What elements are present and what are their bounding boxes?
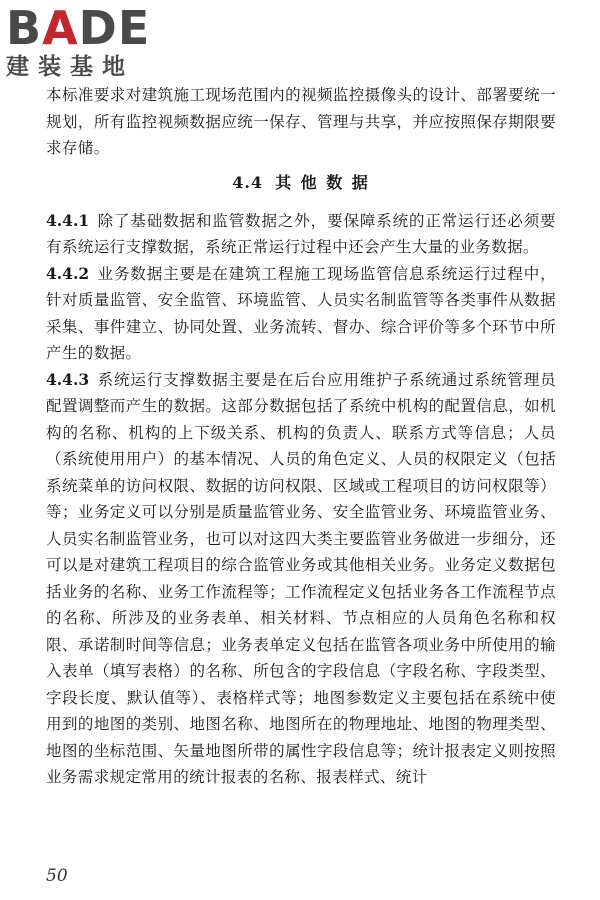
watermark-brand-accent: A [42,4,79,50]
clause-4-4-3 [46,367,556,791]
intro-paragraph: 本标准要求对建筑施工现场范围内的视频监控摄像头的设计、部署要统一规划，所有监控视频数据应统一保存、管理与共享，并应按照保存期限要求存储。 [46,86,556,157]
clause-4-4-1 [46,208,556,261]
section-title-text: 其 他 数 据 [275,172,370,192]
bade-watermark-logo [6,4,181,82]
document-body [46,82,556,791]
clause-text: 系统运行支撑数据主要是在后台应用维护子系统通过系统管理员配置调整而产生的数据。这部分数据包括了系统中机构的配置信息，如机构的名称、机构的上下级关系、机构的负责人、联系方式等信息；人员（系统使用用户）的基本情况、人员的角色定义、人员的权限定义（包括系统菜单的访问权限、数据的访问权限、区域或工程项目的访问权限等）等；业务定义可以分别是质量监管业务、安全监管业务、环境监管业务、人员实名制监管业务，也可以对这四大类主要监管业务做进一步细分，还可以是对建筑工程项目的综合监管业务或其他相关业务。业务定义数据包括业务的名称、业务工作流程等；工作流程定义包括业务各工作流程节点的名称、所涉及的业务表单、相关材料、节点相应的人员角色名称和权限、承诺制时间等信息；业务表单定义包括在监管各项业务中所使用的输入表单（填写表格）的名称、所包含的字段信息（字段名称、字段类型、字段长度、默认值等）、表格样式等；地图参数定义主要包括在系统中使用到的地图的类别、地图名称、地图所在的物理地址、地图的物理类型、地图的坐标范围、矢量地图所带的属性字段信息等；统计报表定义则按照业务需求规定常用的统计报表的名称、报表样式、统计 [46,370,556,786]
clause-number: 4.4.2 [46,263,90,283]
section-number: 4.4 [232,172,264,192]
clause-number: 4.4.3 [46,369,90,389]
clause-number: 4.4.1 [46,210,90,230]
watermark-brand-part2: DE [78,4,151,50]
watermark-brand [6,4,181,50]
clause-text: 除了基础数据和监管数据之外，要保障系统的正常运行还必须要有系统运行支撑数据，系统正常运行过程中还会产生大量的业务数据。 [46,211,556,256]
clause-4-4-2 [46,261,556,367]
page-number: 50 [46,866,68,886]
watermark-brand-part1: B [6,4,43,50]
clause-text: 业务数据主要是在建筑工程施工现场监管信息系统运行过程中，针对质量监管、安全监管、环境监管、人员实名制监管等各类事件从数据采集、事件建立、协同处置、业务流转、督办、综合评价等多个环节中所产生的数据。 [46,264,556,362]
watermark-subtitle: 建装基地 [6,54,134,80]
section-heading [46,170,556,196]
